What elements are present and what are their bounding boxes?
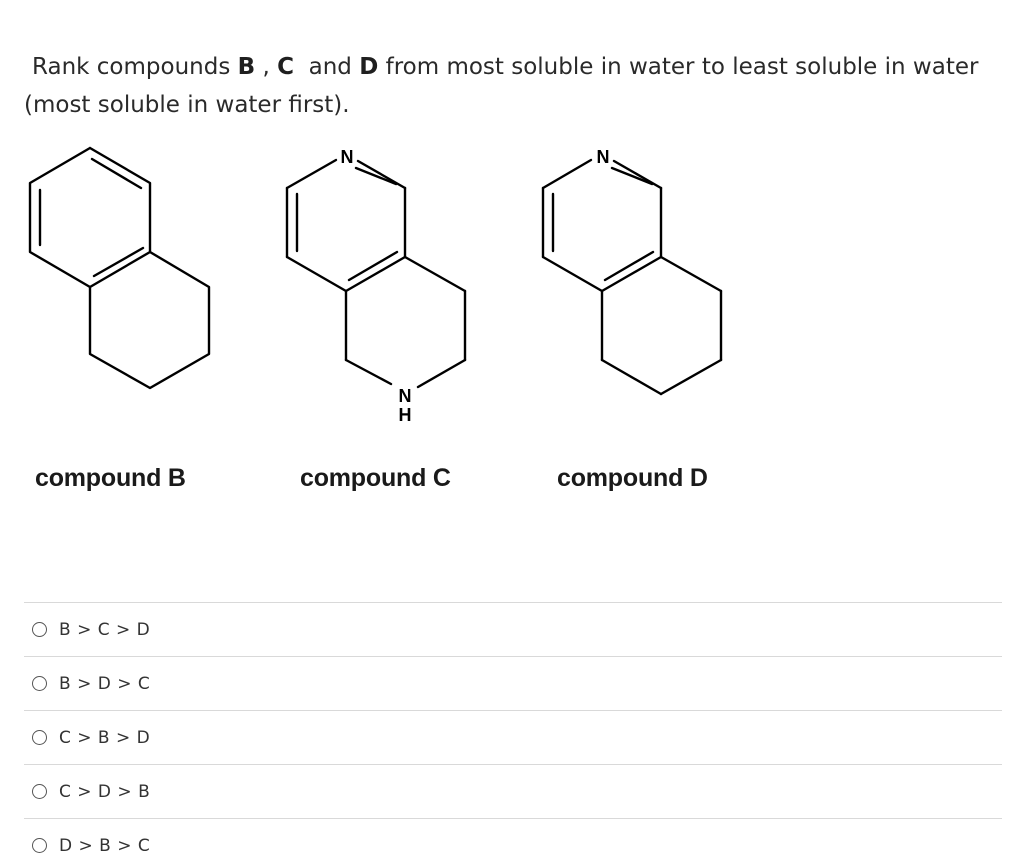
compound-b-structure	[30, 148, 209, 388]
answer-option-label: C > D > B	[59, 781, 151, 802]
question-connector: and	[293, 54, 360, 80]
d-bond	[543, 257, 602, 291]
c-bond	[418, 360, 465, 387]
radio-button[interactable]	[32, 730, 47, 745]
answer-option-label: D > B > C	[59, 835, 151, 856]
answer-option-label: B > D > C	[59, 673, 151, 694]
c-ring-nitrogen-label: N	[340, 147, 354, 167]
c-bond	[287, 160, 336, 188]
radio-button[interactable]	[32, 784, 47, 799]
compound-d-label: compound D	[557, 464, 708, 492]
compound-c-ref: C	[277, 54, 294, 80]
question-text-end: from most soluble in water to least soluble in water	[378, 54, 979, 80]
c-amine-hydrogen-label: H	[398, 405, 412, 425]
d-bond	[661, 360, 721, 394]
c-bond	[346, 360, 391, 384]
d-bond	[602, 360, 661, 394]
d-bond	[661, 257, 721, 291]
question-prompt	[24, 48, 1004, 124]
b-aromatic-ring	[30, 148, 150, 287]
radio-button[interactable]	[32, 676, 47, 691]
answer-option-label: B > C > D	[59, 619, 151, 640]
c-bond	[287, 257, 346, 291]
compound-c-label: compound C	[300, 464, 451, 492]
answer-option[interactable]	[24, 710, 1002, 764]
answer-option[interactable]	[24, 656, 1002, 710]
question-text: Rank compounds	[32, 54, 238, 80]
question-line-2: (most soluble in water first).	[24, 92, 350, 118]
compound-d-ref: D	[359, 54, 379, 80]
question-separator: ,	[255, 54, 278, 80]
molecule-structures	[0, 130, 760, 430]
d-bond	[602, 257, 661, 291]
question-line-1	[24, 48, 1004, 86]
compound-c-structure	[287, 160, 465, 387]
answer-option-label: C > B > D	[59, 727, 151, 748]
b-double-bond-3	[94, 248, 143, 276]
radio-button[interactable]	[32, 622, 47, 637]
d-bond	[614, 161, 661, 188]
c-bond	[358, 161, 405, 188]
radio-button[interactable]	[32, 838, 47, 853]
c-bond	[405, 257, 465, 291]
d-bond	[543, 160, 591, 188]
compound-b-ref: B	[237, 54, 256, 80]
b-saturated-ring	[90, 252, 209, 388]
answer-option[interactable]	[24, 764, 1002, 818]
answer-option[interactable]	[24, 818, 1002, 859]
answer-options	[24, 602, 1002, 859]
compound-d-structure	[543, 160, 721, 394]
d-ring-nitrogen-label: N	[596, 147, 610, 167]
answer-option[interactable]	[24, 602, 1002, 656]
c-bond	[346, 257, 405, 291]
c-amine-nitrogen-label: N	[398, 386, 412, 406]
compound-b-label: compound B	[35, 464, 186, 492]
